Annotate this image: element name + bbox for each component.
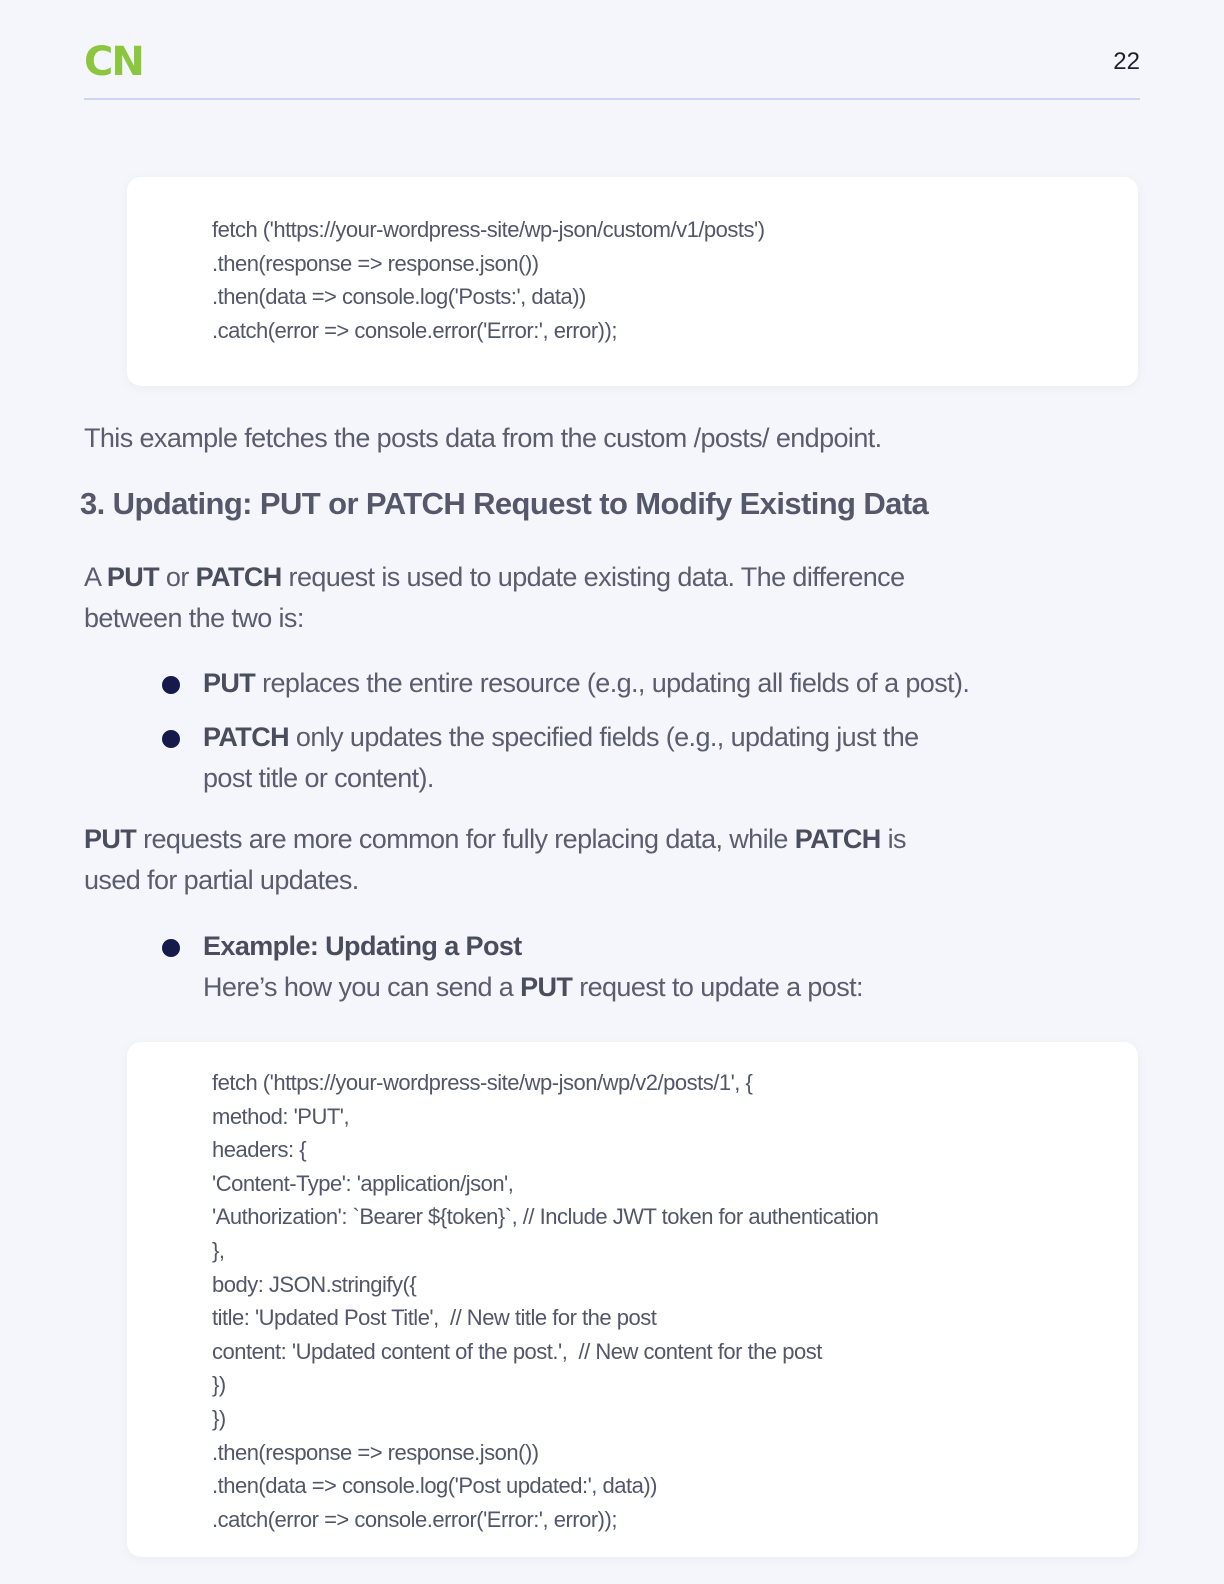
code-line: 'Authorization': `Bearer ${token}`, // Include JWT token for authentication <box>212 1204 879 1230</box>
put-term: PUT <box>106 562 160 592</box>
put-patch-paragraph: A PUT or PATCH request is used to update existing data. The difference between the two is: <box>84 562 905 633</box>
example-bullet <box>162 926 1062 1010</box>
cn-logo: CN <box>84 39 143 85</box>
code-line: }, <box>212 1237 225 1263</box>
bullet-icon <box>162 730 180 748</box>
usage-paragraph: PUT requests are more common for fully replacing data, while PATCH is used for partial updates. <box>84 824 906 895</box>
code-line: .then(data => console.log('Posts:', data)) <box>212 284 586 310</box>
code-line: .then(data => console.log('Post updated:', data)) <box>212 1473 657 1499</box>
code-line: title: 'Updated Post Title', // New title for the post <box>212 1305 657 1331</box>
code-block-update-post <box>127 1042 1138 1557</box>
patch-term: PATCH <box>195 562 282 592</box>
put-term: PUT <box>84 824 137 854</box>
code-line: headers: { <box>212 1137 307 1163</box>
code-block-fetch-posts <box>127 177 1138 386</box>
code-line: fetch ('https://your-wordpress-site/wp-json/wp/v2/posts/1', { <box>212 1070 753 1095</box>
code-line: .catch(error => console.error('Error:', error)); <box>212 317 617 343</box>
example-title: Example: Updating a Post <box>203 931 522 961</box>
example-description: Here’s how you can send a PUT request to update a post: <box>203 972 863 1002</box>
page-header <box>84 40 1140 100</box>
intro-paragraph: This example fetches the posts data from the custom /posts/ endpoint. <box>84 423 882 453</box>
bullet-patch: PATCH only updates the specified fields (e.g., updating just the post title or content). <box>162 717 1062 801</box>
code-line: }) <box>212 1372 226 1398</box>
patch-term: PATCH <box>794 824 881 854</box>
code-line: method: 'PUT', <box>212 1103 350 1129</box>
code-line: 'Content-Type': 'application/json', <box>212 1170 514 1196</box>
bullet-icon <box>162 676 180 694</box>
bullet-icon <box>162 939 180 957</box>
code-line: fetch ('https://your-wordpress-site/wp-json/custom/v1/posts') <box>212 217 765 242</box>
bullet-term: PATCH <box>203 722 289 752</box>
code-line: .then(response => response.json()) <box>212 1439 539 1465</box>
code-line: .then(response => response.json()) <box>212 250 539 276</box>
bullet-put: PUT replaces the entire resource (e.g., updating all fields of a post). <box>162 663 1062 705</box>
section-heading: 3. Updating: PUT or PATCH Request to Modify Existing Data <box>80 486 929 521</box>
bullet-term: PUT <box>203 668 256 698</box>
header-divider <box>84 98 1140 100</box>
code-line: }) <box>212 1405 226 1431</box>
code-line: body: JSON.stringify({ <box>212 1271 417 1297</box>
code-line: content: 'Updated content of the post.', // New content for the post <box>212 1338 822 1364</box>
page-number: 22 <box>1113 48 1140 75</box>
code-line: .catch(error => console.error('Error:', error)); <box>212 1506 617 1532</box>
